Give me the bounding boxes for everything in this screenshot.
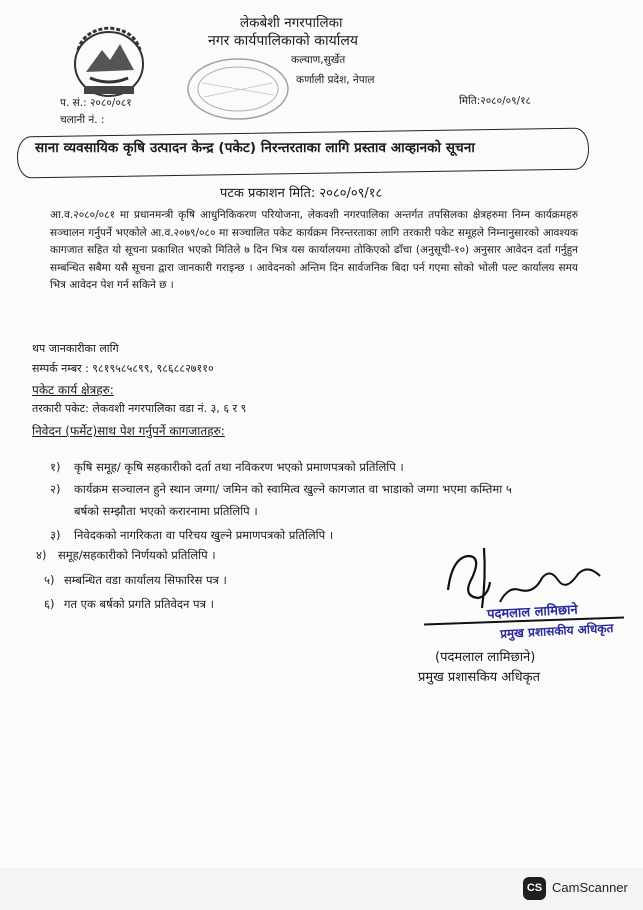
requirements-heading: निवेदन (फर्मेट)साथ पेश गर्नुपर्ने कागजातहरु: — [32, 424, 225, 438]
dispatch-number: चलानी नं. : — [60, 114, 105, 126]
list-item: निवेदकको नागरिकता वा परिचय खुल्ने प्रमाणपत्रको प्रतिलिपि । — [74, 528, 334, 542]
contact-heading: थप जानकारीका लागि — [32, 342, 119, 355]
signatory-title: प्रमुख प्रशासकिय अधिकृत — [418, 670, 541, 685]
list-item-continuation: बर्षको सम्झौता भएको करारनामा प्रतिलिपि । — [74, 504, 258, 518]
signatory-name: (पदमलाल लामिछाने) — [435, 650, 536, 665]
pocket-heading: पकेट कार्य क्षेत्रहरु: — [32, 383, 114, 397]
list-item: सम्बन्धित वडा कार्यालय सिफारिस पत्र । — [64, 573, 227, 587]
camscanner-watermark: CamScanner — [552, 880, 628, 895]
list-item-number: ३) — [50, 528, 61, 542]
notice-body: आ.व.२०८०/०८१ मा प्रधानमन्त्री कृषि आधुनिकिकरण परियोजना, लेकवशी नगरपालिका अन्तर्गत तपसिलका क्षेत्रहरुमा निम्न कार्यक्रमहरु सञ्चालन गर्नुपर्ने भएकोले आ.व.२०७९/०८० मा सञ्चालित पकेट कार्यक्रम निरन्तरताका लागि तरकारी पकेट समूहले निम्नानुसारको आवश्यक कागजात सहित यो सूचना प्रकाशित भएको मितिले ७ दिन भित्र यस कार्यालयमा तोकिएको ढाँचा (अनुसूची-१०) अनुसार आवेदन दर्ता गर्नुहुन सम्बन्धित सबैमा यसै सूचना द्वारा जानकारी गराइन्छ । आवेदनको अन्तिम दिन सार्वजनिक बिदा पर्न गएमा सोको भोली पल्ट कार्यालय समय भित्र आवेदन पेश गर्न सकिने छ । — [50, 209, 578, 291]
letter-date: मिति:२०८०/०९/१८ — [459, 95, 531, 107]
publication-date: पटक प्रकाशन मिति: २०८०/०९/१८ — [220, 186, 383, 201]
list-item-number: ५) — [44, 573, 55, 587]
list-item-number: २) — [50, 482, 61, 496]
list-item: कार्यक्रम सञ्चालन हुने स्थान जग्गा/ जमिन को स्वामित्व खुल्ने कागजात वा भाडाको जग्गा भएमा कम्तिमा ५ — [74, 482, 512, 496]
camscanner-logo-icon: CS — [523, 877, 546, 900]
province-name: कर्णाली प्रदेश, नेपाल — [296, 74, 375, 86]
list-item-number: १) — [50, 460, 61, 474]
signature-stamp-title: प्रमुख प्रशासकीय अधिकृत — [499, 621, 614, 641]
pocket-area: तरकारी पकेट: लेकवशी नगरपालिका वडा नं. ३, ६ र ९ — [32, 402, 247, 415]
list-item: समूह/सहकारीको निर्णयको प्रतिलिपि । — [58, 548, 216, 562]
reference-number: प. सं.: २०८०/०८१ — [60, 97, 132, 109]
list-item: कृषि समूह/ कृषि सहकारीको दर्ता तथा नविकरण भएको प्रमाणपत्रको प्रतिलिपि । — [74, 460, 404, 474]
signature-stamp-name: पदमलाल लामिछाने — [486, 602, 579, 623]
list-item: गत एक बर्षको प्रगति प्रतिवेदन पत्र । — [64, 597, 214, 611]
municipality-name: लेकबेशी नगरपालिका — [240, 15, 343, 31]
list-item-number: ४) — [36, 548, 47, 562]
list-item-number: ६) — [44, 597, 55, 611]
contact-numbers: सम्पर्क नम्बर : ९८१९५८५८९९, ९८६८८२७११० — [32, 362, 214, 375]
office-seal-stamp — [180, 53, 290, 123]
nepal-emblem-icon — [64, 20, 154, 102]
office-location: कल्याण,सुर्खेत — [291, 54, 346, 66]
office-name: नगर कार्यपालिकाको कार्यालय — [208, 33, 358, 49]
notice-title: साना व्यवसायिक कृषि उत्पादन केन्द्र (पकेट) निरन्तरताका लागि प्रस्ताव आव्हानको सूचना — [35, 140, 475, 156]
